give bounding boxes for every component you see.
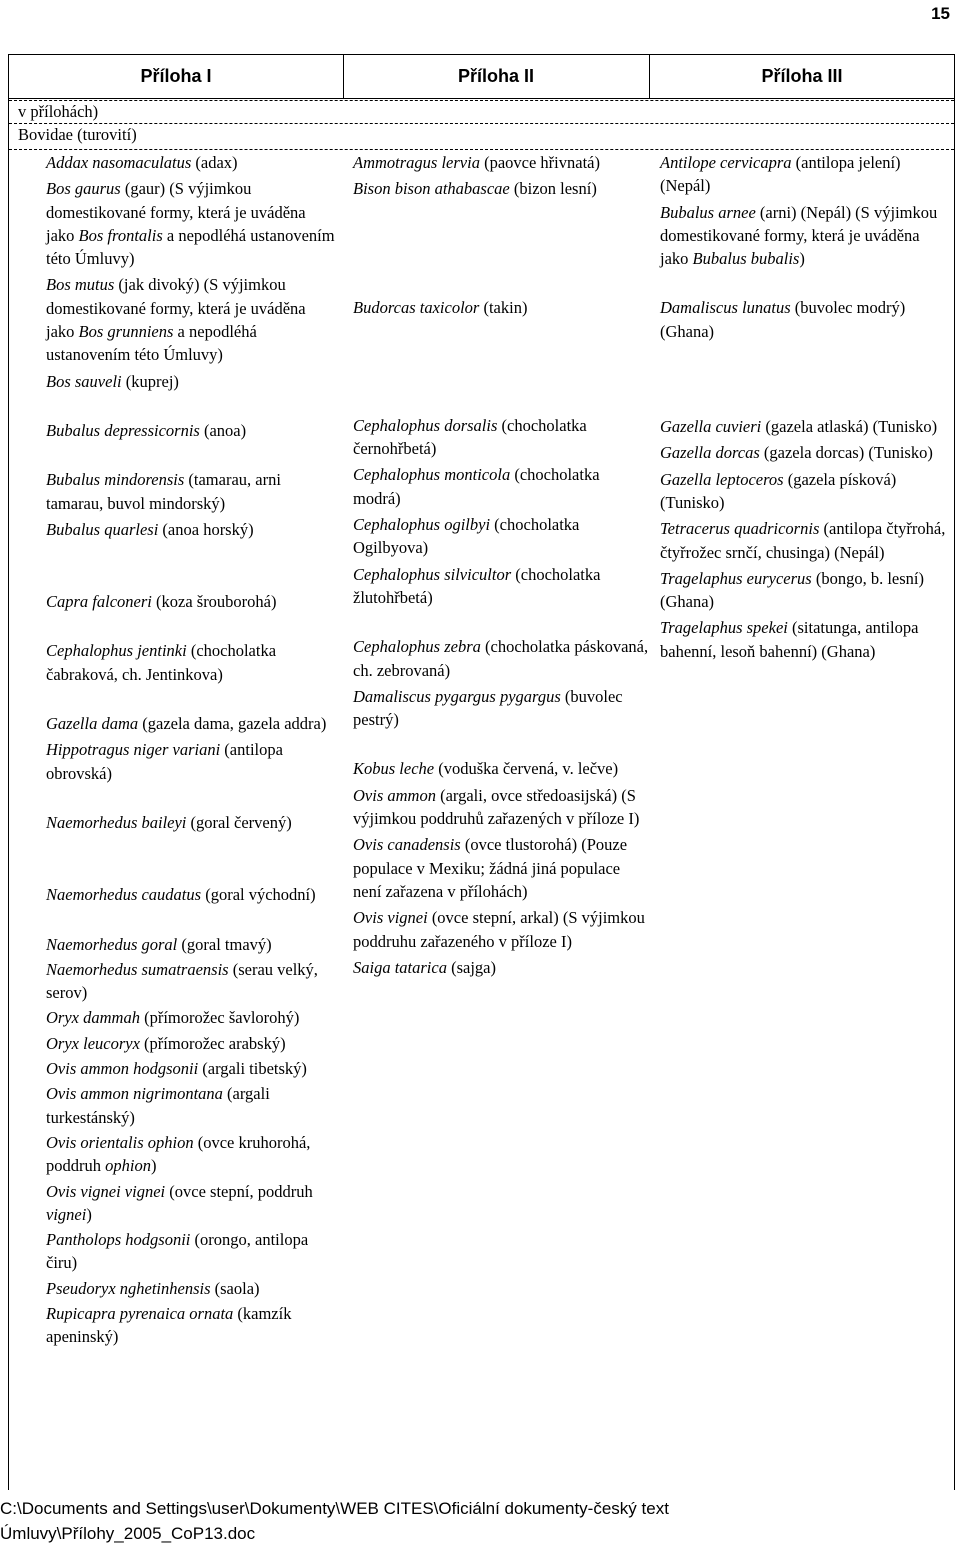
species-entry <box>660 517 950 564</box>
header-appendix-2: Příloha II <box>457 66 535 86</box>
species-entry <box>353 296 649 319</box>
common-name: (takin) <box>479 297 528 317</box>
species-entry <box>46 518 336 541</box>
file-path-footer <box>0 1496 960 1546</box>
scientific-name: Bubalus depressicornis <box>46 420 200 440</box>
species-entry <box>46 958 336 1005</box>
common-name: (gazela dama, gazela addra) <box>138 714 327 734</box>
species-entry <box>46 738 336 785</box>
scientific-name: Ovis ammon <box>353 785 436 805</box>
species-entry <box>46 273 336 366</box>
scientific-name: Damaliscus lunatus <box>660 298 791 318</box>
scientific-name: Pseudoryx nghetinhensis <box>46 1278 211 1298</box>
common-name: (chocholatka žlutohřbetá) <box>353 564 601 607</box>
scientific-name: Bos frontalis <box>78 225 163 245</box>
scientific-name: Naemorhedus caudatus <box>46 885 202 905</box>
common-name: (goral červený) <box>186 812 292 832</box>
species-entry <box>46 933 336 956</box>
common-name: (gaur) (S výjimkou domestikované formy, která je uváděna jako <box>46 179 306 245</box>
scientific-name: Cephalophus ogilbyi <box>353 515 491 535</box>
common-name: (kuprej) <box>121 371 179 391</box>
scientific-name: Antilope cervicapra <box>660 153 792 172</box>
species-entry <box>46 712 336 735</box>
scientific-name: Capra falconeri <box>46 592 152 612</box>
species-entry <box>353 463 649 510</box>
common-name: a nepodléhá ustanovením této Úmluvy) <box>46 322 257 365</box>
common-name: (gazela dorcas) (Tunisko) <box>759 443 933 463</box>
scientific-name: Oryx leucoryx <box>46 1033 140 1053</box>
species-entry <box>46 811 336 834</box>
common-name: (argali tibetský) <box>198 1059 307 1079</box>
species-entry <box>46 177 336 270</box>
scientific-name: Naemorhedus sumatraensis <box>46 959 229 979</box>
column-appendix-2 <box>353 151 649 979</box>
common-name: ) <box>150 1156 157 1176</box>
header-appendix-3: Příloha III <box>761 66 843 86</box>
dashed-separator <box>9 100 954 101</box>
table-header <box>9 55 954 99</box>
scientific-name: Ovis vignei vignei <box>46 1181 166 1201</box>
scientific-name: Bos grunniens <box>78 322 174 342</box>
common-name: (ovce stepní, poddruh <box>165 1181 313 1201</box>
species-entry <box>660 468 950 515</box>
species-entry <box>353 414 649 461</box>
scientific-name: Bos mutus <box>46 275 115 295</box>
common-name: (argali, ovce středoasijská) (S výjimkou poddruhů zařazených v příloze I) <box>353 785 640 829</box>
species-entry <box>353 685 649 732</box>
common-name: (buvolec modrý) (Ghana) <box>660 298 906 341</box>
species-entry <box>660 616 950 663</box>
common-name: (serau velký, serov) <box>46 959 318 1003</box>
species-entry <box>660 567 950 614</box>
scientific-name: Gazella cuvieri <box>660 417 762 437</box>
common-name: (gazela písková) (Tunisko) <box>660 469 897 512</box>
scientific-name: Tetracerus quadricornis <box>660 519 820 539</box>
scientific-name: Bos sauveli <box>46 371 122 391</box>
species-entry <box>46 1302 336 1349</box>
column-appendix-3 <box>660 151 950 663</box>
common-name: (antilopa jelení) (Nepál) <box>660 153 901 196</box>
common-name: (arni) (Nepál) (S výjimkou domestikované formy, která je uváděna jako <box>660 202 938 269</box>
common-name: (chocholatka páskovaná, ch. zebrovaná) <box>353 637 649 680</box>
scientific-name: Ovis ammon hodgsonii <box>46 1059 199 1079</box>
scientific-name: vignei <box>46 1204 87 1224</box>
scientific-name: Cephalophus dorsalis <box>353 415 498 435</box>
scientific-name: Gazella dama <box>46 714 139 734</box>
common-name: ) <box>86 1204 92 1224</box>
species-entry <box>46 1032 336 1055</box>
scientific-name: Budorcas taxicolor <box>353 297 480 317</box>
appendix-table <box>8 54 955 1490</box>
scientific-name: ophion <box>105 1156 151 1176</box>
species-entry <box>46 1006 336 1029</box>
species-entry <box>46 468 336 515</box>
header-appendix-1: Příloha I <box>140 66 212 86</box>
common-name: (goral východní) <box>201 885 316 905</box>
common-name: (buvolec pestrý) <box>353 686 623 730</box>
species-entry <box>46 151 336 174</box>
scientific-name: Gazella leptoceros <box>660 469 784 489</box>
species-entry <box>46 419 336 442</box>
common-name: (ovce stepní, arkal) (S výjimkou poddruhu zařazeného v příloze I) <box>353 908 645 951</box>
common-name: (přímorožec šavlorohý) <box>139 1008 300 1028</box>
species-entry <box>46 370 336 393</box>
species-entry <box>660 415 950 438</box>
scientific-name: Ammotragus lervia <box>353 153 480 172</box>
species-entry <box>353 956 649 979</box>
common-name: (anoa) <box>199 420 247 440</box>
common-name: a nepodléhá ustanovením této Úmluvy) <box>46 225 335 269</box>
common-name: (antilopa čtyřrohá, čtyřrožec srnčí, chusinga) (Nepál) <box>660 519 946 562</box>
common-name: (argali turkestánský) <box>46 1084 270 1127</box>
species-entry <box>46 1057 336 1080</box>
dashed-separator <box>9 123 954 124</box>
species-entry <box>353 906 649 953</box>
family-heading: Bovidae (turovití) <box>18 125 137 144</box>
common-name: (gazela atlaská) (Tunisko) <box>761 417 938 437</box>
species-entry <box>46 883 336 906</box>
dashed-separator <box>9 149 954 150</box>
scientific-name: Tragelaphus spekei <box>660 618 788 638</box>
species-entry <box>353 635 649 682</box>
column-appendix-1 <box>46 151 336 1349</box>
scientific-name: Saiga tatarica <box>353 957 447 977</box>
species-entry <box>46 1277 336 1300</box>
scientific-name: Bison bison athabascae <box>353 179 510 199</box>
scientific-name: Rupicapra pyrenaica ornata <box>46 1303 234 1323</box>
common-name: ) <box>799 249 805 269</box>
species-entry <box>353 513 649 560</box>
common-name: (chocholatka černohřbetá) <box>353 415 587 459</box>
scientific-name: Ovis vignei <box>353 908 428 928</box>
footer-line: C:\Documents and Settings\user\Dokumenty\WEB CITES\Oficiální dokumenty-český text <box>0 1499 669 1518</box>
species-entry <box>353 757 649 780</box>
scientific-name: Naemorhedus baileyi <box>46 812 187 832</box>
species-entry <box>46 1228 336 1275</box>
scientific-name: Cephalophus monticola <box>353 465 511 485</box>
common-name: (chocholatka čabraková, ch. Jentinkova) <box>46 641 277 684</box>
common-name: (sajga) <box>446 957 496 977</box>
scientific-name: Bubalus arnee <box>660 202 756 222</box>
species-entry <box>353 151 649 174</box>
common-name: (koza šrouborohá) <box>151 592 277 612</box>
species-entry <box>46 1131 336 1178</box>
species-entry <box>353 833 649 903</box>
species-entry <box>660 201 950 271</box>
species-entry <box>660 296 950 343</box>
species-entry <box>353 177 649 200</box>
common-name: (adax) <box>191 153 238 172</box>
scientific-name: Ovis ammon nigrimontana <box>46 1084 223 1104</box>
scientific-name: Tragelaphus eurycerus <box>660 568 812 588</box>
common-name: (bongo, b. lesní) (Ghana) <box>660 568 924 612</box>
common-name: (ovce kruhorohá, poddruh <box>46 1132 311 1176</box>
species-entry <box>46 1180 336 1227</box>
scientific-name: Bubalus mindorensis <box>46 470 185 490</box>
scientific-name: Cephalophus silvicultor <box>353 564 512 584</box>
common-name: (chocholatka Ogilbyova) <box>353 515 580 558</box>
common-name: (přímorožec arabský) <box>139 1033 286 1053</box>
common-name: (bizon lesní) <box>509 179 597 199</box>
footer-line: Úmluvy\Přílohy_2005_CoP13.doc <box>0 1524 256 1543</box>
scientific-name: Hippotragus niger variani <box>46 740 221 760</box>
species-entry <box>660 441 950 464</box>
species-entry <box>353 784 649 831</box>
common-name: (voduška červená, v. lečve) <box>434 759 619 779</box>
common-name: (sitatunga, antilopa bahenní, lesoň bahenní) (Ghana) <box>660 618 919 661</box>
species-entry <box>353 563 649 610</box>
common-name: (antilopa obrovská) <box>46 740 283 783</box>
scientific-name: Bubalus quarlesi <box>46 519 159 539</box>
scientific-name: Ovis orientalis ophion <box>46 1132 194 1152</box>
continued-text: v přílohách) <box>18 102 99 121</box>
species-entry <box>46 590 336 613</box>
scientific-name: Naemorhedus goral <box>46 934 178 954</box>
scientific-name: Damaliscus pygargus pygargus <box>353 686 561 706</box>
common-name: (jak divoký) (S výjimkou domestikované formy, která je uváděna jako <box>46 275 306 342</box>
common-name: (ovce tlustorohá) (Pouze populace v Mexiku; žádná jiná populace není zařazena v přílohách) <box>353 835 628 901</box>
species-entry <box>46 1082 336 1129</box>
scientific-name: Pantholops hodgsonii <box>46 1230 191 1250</box>
scientific-name: Addax nasomaculatus <box>46 153 192 172</box>
common-name: (orongo, antilopa čiru) <box>46 1230 309 1273</box>
scientific-name: Ovis canadensis <box>353 835 461 855</box>
scientific-name: Kobus leche <box>353 759 435 779</box>
scientific-name: Gazella dorcas <box>660 443 760 463</box>
common-name: (saola) <box>210 1278 260 1298</box>
common-name: (kamzík apeninský) <box>46 1303 292 1347</box>
species-entry <box>46 639 336 686</box>
scientific-name: Cephalophus zebra <box>353 637 481 657</box>
scientific-name: Oryx dammah <box>46 1008 140 1028</box>
species-entry <box>660 151 950 198</box>
common-name: (tamarau, arni tamarau, buvol mindorský) <box>46 470 281 513</box>
scientific-name: Bos gaurus <box>46 179 121 199</box>
common-name: (goral tmavý) <box>177 934 272 954</box>
scientific-name: Bubalus bubalis <box>692 249 800 269</box>
common-name: (chocholatka modrá) <box>353 465 600 508</box>
common-name: (paovce hřivnatá) <box>479 153 600 172</box>
scientific-name: Cephalophus jentinki <box>46 641 187 661</box>
page-number: 15 <box>931 4 950 23</box>
common-name: (anoa horský) <box>158 519 254 539</box>
